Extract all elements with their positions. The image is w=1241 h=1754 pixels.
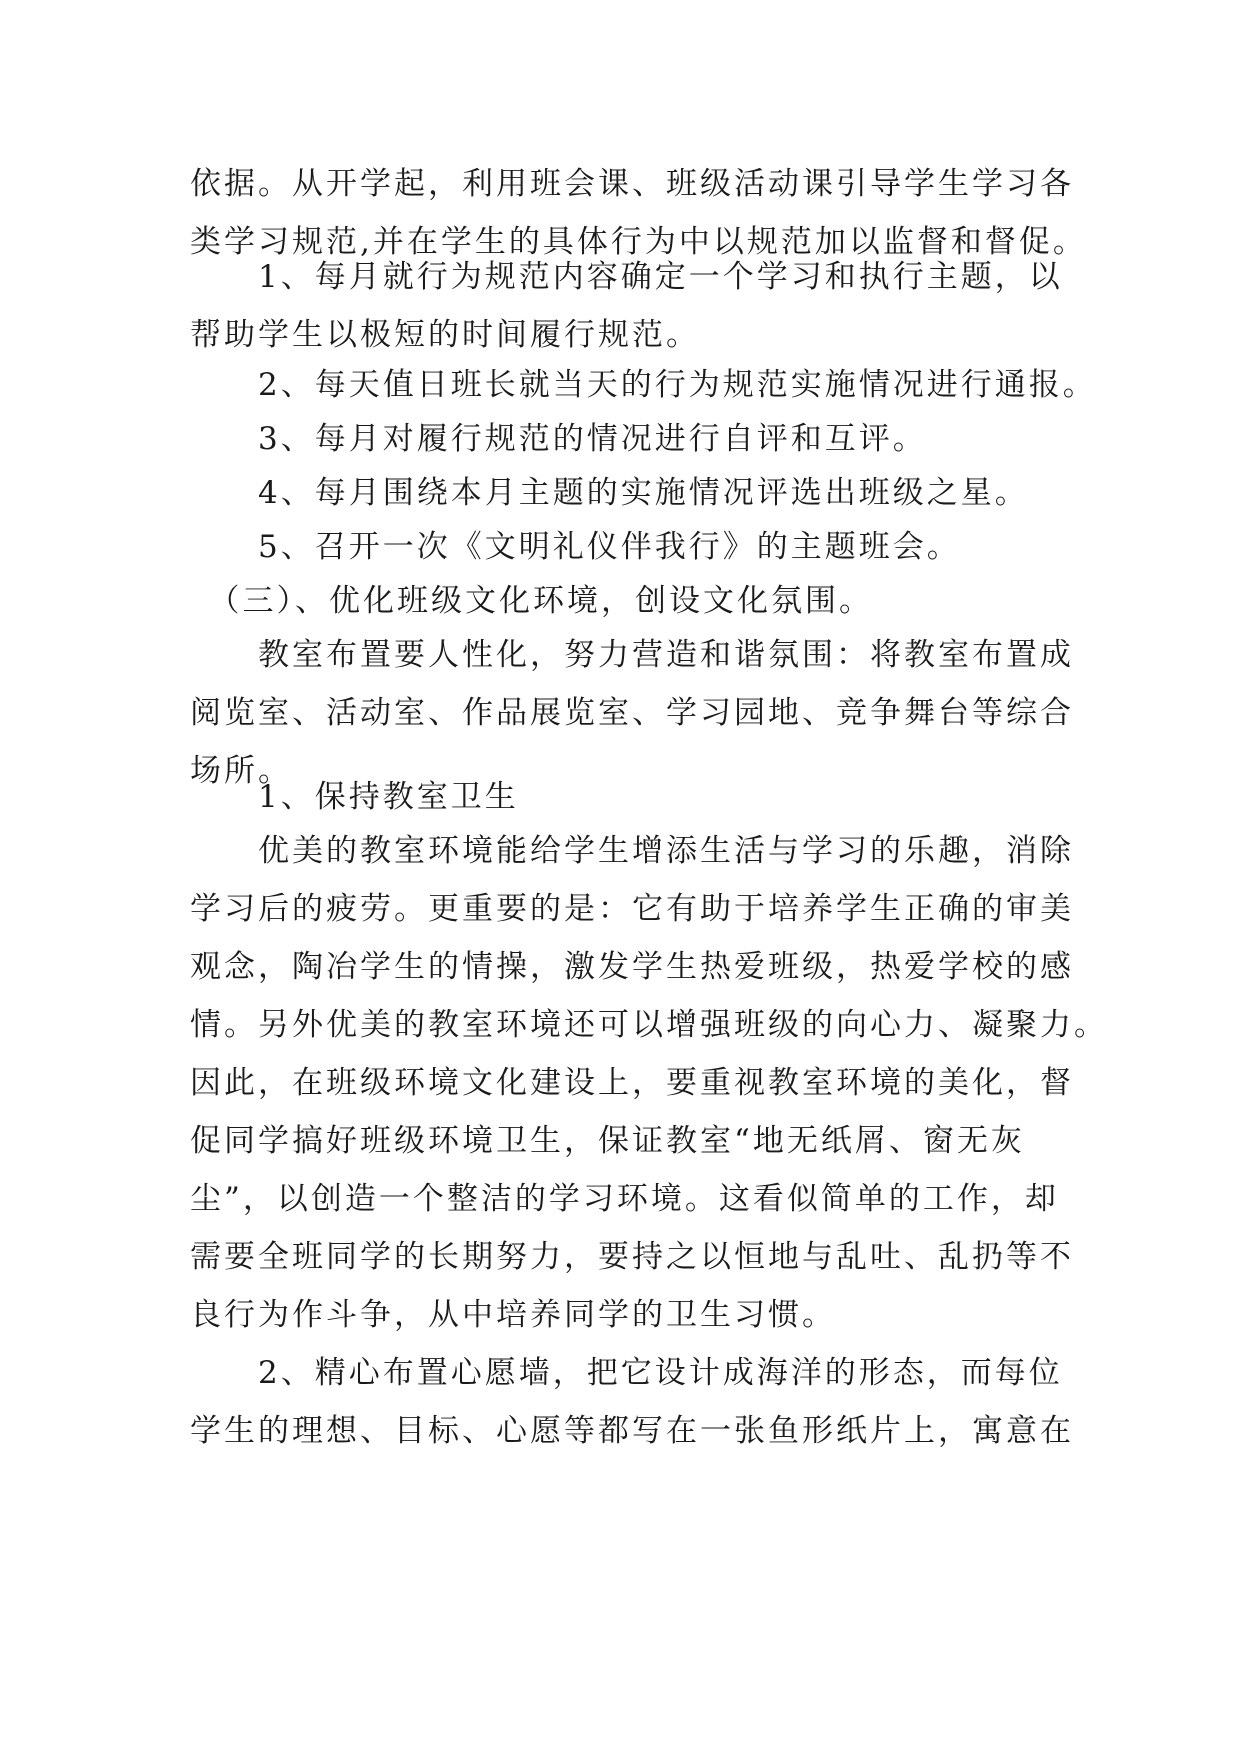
subheading-hygiene [190, 768, 1050, 826]
text-line: 观念，陶冶学生的情操，激发学生热爱班级，热爱学校的感 [190, 949, 1074, 985]
text-line: 需要全班同学的长期努力，要持之以恒地与乱吐、乱扔等不 [190, 1239, 1074, 1275]
text-line: 学习后的疲劳。更重要的是：它有助于培养学生正确的审美 [190, 891, 1074, 927]
text-line: 场所。 [190, 753, 292, 789]
text-line: 学生的理想、目标、心愿等都写在一张鱼形纸片上，寓意在 [190, 1413, 1074, 1449]
text-line: 情。另外优美的教室环境还可以增强班级的向心力、凝聚力。 [190, 1007, 1108, 1043]
text-line: 优美的教室环境能给学生增添生活与学习的乐趣，消除 [190, 833, 1074, 869]
section-heading [190, 572, 1050, 630]
paragraph-hygiene [190, 822, 1108, 1344]
text-line: 阅览室、活动室、作品展览室、学习园地、竞争舞台等综合 [190, 695, 1074, 731]
text-line: 良行为作斗争，从中培养同学的卫生习惯。 [190, 1297, 836, 1333]
paragraph-wish-wall [190, 1344, 1074, 1460]
text-line: 2、精心布置心愿墙，把它设计成海洋的形态，而每位 [190, 1355, 1063, 1391]
text-line: 1、保持教室卫生 [190, 779, 519, 815]
text-line: 5、召开一次《文明礼仪伴我行》的主题班会。 [190, 529, 961, 565]
text-line: 类学习规范,并在学生的具体行为中以规范加以监督和督促。 [190, 224, 1087, 260]
text-line: （三）、优化班级文化环境，创设文化氛围。 [190, 583, 873, 619]
text-line: 2、每天值日班长就当天的行为规范实施情况进行通报。 [190, 367, 1097, 403]
text-line: 1、每月就行为规范内容确定一个学习和执行主题，以 [190, 259, 1063, 295]
text-line: 尘”，以创造一个整洁的学习环境。这看似简单的工作，却 [190, 1181, 1059, 1217]
text-line: 促同学搞好班级环境卫生，保证教室“地无纸屑、窗无灰 [190, 1123, 1025, 1159]
text-line: 依据。从开学起，利用班会课、班级活动课引导学生学习各 [190, 166, 1074, 202]
text-line: 教室布置要人性化，努力营造和谐氛围：将教室布置成 [190, 637, 1074, 673]
paragraph-item-1 [190, 248, 1063, 364]
paragraph-item-2 [190, 356, 1097, 414]
paragraph-item-5 [190, 518, 1050, 576]
text-line: 因此，在班级环境文化建设上，要重视教室环境的美化，督 [190, 1065, 1074, 1101]
text-line: 4、每月围绕本月主题的实施情况评选出班级之星。 [190, 475, 1029, 511]
paragraph-item-3 [190, 410, 1050, 468]
text-line: 帮助学生以极短的时间履行规范。 [190, 317, 700, 353]
paragraph-item-4 [190, 464, 1050, 522]
text-line: 3、每月对履行规范的情况进行自评和互评。 [190, 421, 927, 457]
